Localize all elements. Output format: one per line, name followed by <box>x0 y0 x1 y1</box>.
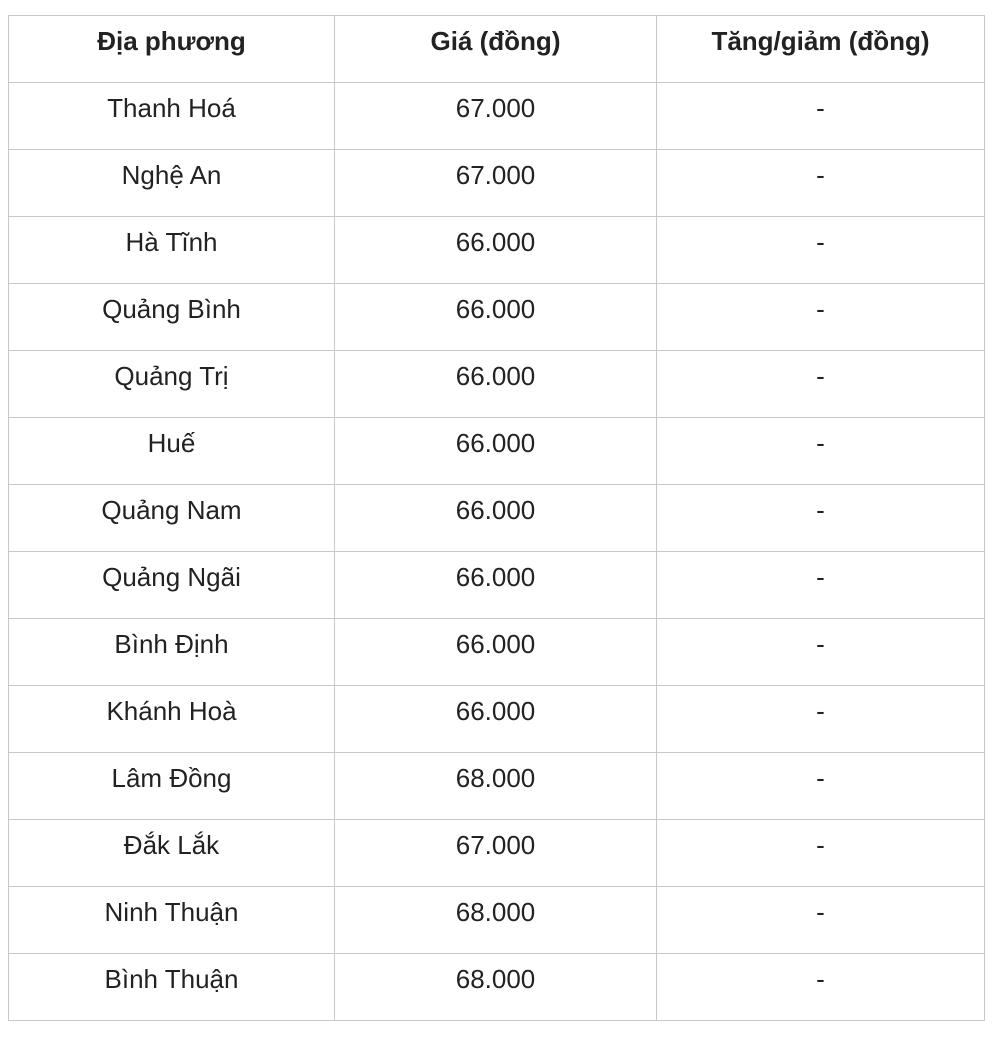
table-row <box>9 887 985 954</box>
price-cell: 66.000 <box>335 284 657 351</box>
price-cell: 66.000 <box>335 217 657 284</box>
price-cell: 66.000 <box>335 418 657 485</box>
change-cell: - <box>657 686 985 753</box>
locality-cell: Lâm Đồng <box>9 753 335 820</box>
locality-cell: Bình Định <box>9 619 335 686</box>
locality-cell: Quảng Ngãi <box>9 552 335 619</box>
price-cell: 67.000 <box>335 150 657 217</box>
locality-cell: Ninh Thuận <box>9 887 335 954</box>
locality-cell: Thanh Hoá <box>9 83 335 150</box>
change-cell: - <box>657 552 985 619</box>
price-cell: 66.000 <box>335 686 657 753</box>
price-cell: 66.000 <box>335 619 657 686</box>
locality-cell: Bình Thuận <box>9 954 335 1021</box>
price-cell: 68.000 <box>335 887 657 954</box>
change-cell: - <box>657 887 985 954</box>
change-cell: - <box>657 418 985 485</box>
change-cell: - <box>657 284 985 351</box>
table-header-row <box>9 16 985 83</box>
locality-cell: Nghệ An <box>9 150 335 217</box>
table-row <box>9 83 985 150</box>
price-cell: 67.000 <box>335 820 657 887</box>
table-body <box>9 83 985 1021</box>
change-cell: - <box>657 954 985 1021</box>
table-row <box>9 753 985 820</box>
locality-cell: Quảng Trị <box>9 351 335 418</box>
price-cell: 68.000 <box>335 954 657 1021</box>
price-table-container <box>8 15 985 1021</box>
table-row <box>9 619 985 686</box>
price-cell: 67.000 <box>335 83 657 150</box>
locality-cell: Khánh Hoà <box>9 686 335 753</box>
change-cell: - <box>657 150 985 217</box>
change-cell: - <box>657 619 985 686</box>
table-row <box>9 552 985 619</box>
table-row <box>9 485 985 552</box>
table-row <box>9 686 985 753</box>
locality-cell: Hà Tĩnh <box>9 217 335 284</box>
column-header-price: Giá (đồng) <box>335 16 657 83</box>
column-header-change: Tăng/giảm (đồng) <box>657 16 985 83</box>
price-cell: 68.000 <box>335 753 657 820</box>
price-cell: 66.000 <box>335 351 657 418</box>
column-header-locality: Địa phương <box>9 16 335 83</box>
change-cell: - <box>657 217 985 284</box>
table-row <box>9 820 985 887</box>
change-cell: - <box>657 485 985 552</box>
table-row <box>9 418 985 485</box>
locality-cell: Quảng Nam <box>9 485 335 552</box>
change-cell: - <box>657 820 985 887</box>
locality-cell: Đắk Lắk <box>9 820 335 887</box>
table-row <box>9 954 985 1021</box>
price-cell: 66.000 <box>335 552 657 619</box>
change-cell: - <box>657 83 985 150</box>
table-row <box>9 351 985 418</box>
locality-cell: Quảng Bình <box>9 284 335 351</box>
price-table <box>8 15 985 1021</box>
table-row <box>9 217 985 284</box>
price-cell: 66.000 <box>335 485 657 552</box>
table-row <box>9 284 985 351</box>
table-row <box>9 150 985 217</box>
locality-cell: Huế <box>9 418 335 485</box>
change-cell: - <box>657 753 985 820</box>
change-cell: - <box>657 351 985 418</box>
